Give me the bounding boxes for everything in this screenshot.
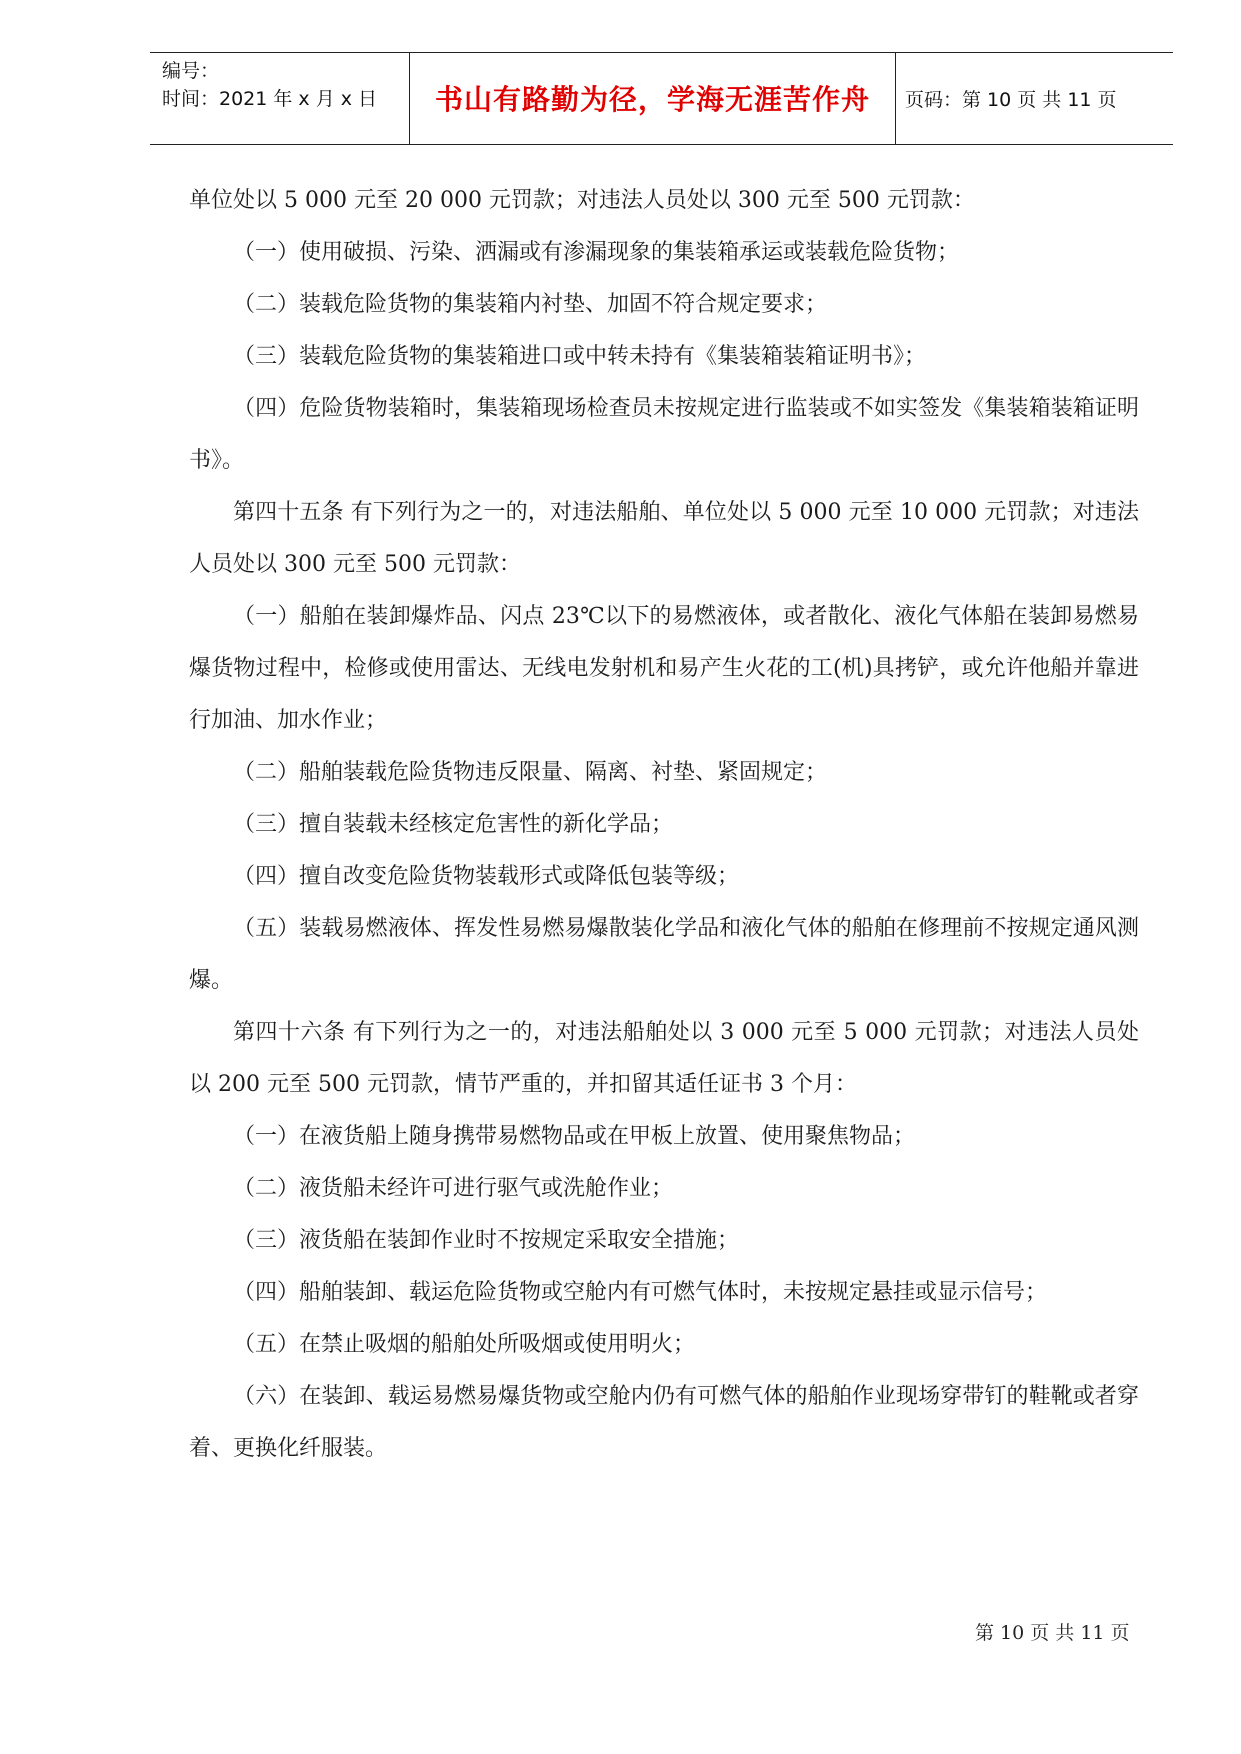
header-divider-right [895, 53, 896, 144]
body-paragraph: （五）在禁止吸烟的船舶处所吸烟或使用明火； [233, 1332, 696, 1357]
body-paragraph: 单位处以 5 000 元至 20 000 元罚款；对违法人员处以 300 元至 500 元罚款： [189, 188, 975, 213]
body-paragraph: （四）船舶装卸、载运危险货物或空舱内有可燃气体时，未按规定悬挂或显示信号； [233, 1280, 1048, 1305]
body-paragraph: 第四十五条 有下列行为之一的，对违法船舶、单位处以 5 000 元至 10 000 元罚款；对违法人员处以 300 元至 500 元罚款： [189, 500, 1139, 577]
body-paragraph: （四）擅自改变危险货物装载形式或降低包装等级； [233, 864, 740, 889]
page-footer-number: 第 10 页 共 11 页 [975, 1622, 1130, 1644]
body-paragraph: （三）液货船在装卸作业时不按规定采取安全措施； [233, 1228, 740, 1253]
body-paragraph: （三）擅自装载未经核定危害性的新化学品； [233, 812, 674, 837]
header-motto: 书山有路勤为径，学海无涯苦作舟 [434, 83, 870, 116]
body-paragraph: （六）在装卸、载运易燃易爆货物或空舱内仍有可燃气体的船舶作业现场穿带钉的鞋靴或者穿着、更换化纤服装。 [189, 1384, 1139, 1461]
body-paragraph: （一）在液货船上随身携带易燃物品或在甲板上放置、使用聚焦物品； [233, 1124, 916, 1149]
page-header [150, 52, 1173, 145]
document-number-label: 编号： [162, 60, 220, 82]
body-paragraph: （三）装载危险货物的集装箱进口或中转未持有《集装箱装箱证明书》； [233, 344, 927, 369]
body-paragraph: （五）装载易燃液体、挥发性易燃易爆散装化学品和液化气体的船舶在修理前不按规定通风测爆。 [189, 916, 1139, 993]
body-paragraph: （四）危险货物装箱时，集装箱现场检查员未按规定进行监装或不如实签发《集装箱装箱证明书》。 [189, 396, 1139, 473]
document-body [189, 175, 1139, 1475]
body-paragraph: （二）船舶装载危险货物违反限量、隔离、衬垫、紧固规定； [233, 760, 828, 785]
body-paragraph: （二）装载危险货物的集装箱内衬垫、加固不符合规定要求； [233, 292, 828, 317]
header-page-info: 页码：第 10 页 共 11 页 [905, 88, 1117, 111]
body-paragraph: 第四十六条 有下列行为之一的，对违法船舶处以 3 000 元至 5 000 元罚款；对违法人员处以 200 元至 500 元罚款，情节严重的，并扣留其适任证书 3 个月： [189, 1020, 1139, 1097]
body-paragraph: （二）液货船未经许可进行驱气或洗舱作业； [233, 1176, 674, 1201]
body-paragraph: （一）使用破损、污染、洒漏或有渗漏现象的集装箱承运或装载危险货物； [233, 240, 960, 265]
body-paragraph: （一）船舶在装卸爆炸品、闪点 23℃以下的易燃液体，或者散化、液化气体船在装卸易燃易爆货物过程中，检修或使用雷达、无线电发射机和易产生火花的工(机)具拷铲，或允许他船并靠进行加油、加水作业； [189, 604, 1139, 733]
document-time: 时间：2021 年 x 月 x 日 [162, 88, 378, 110]
